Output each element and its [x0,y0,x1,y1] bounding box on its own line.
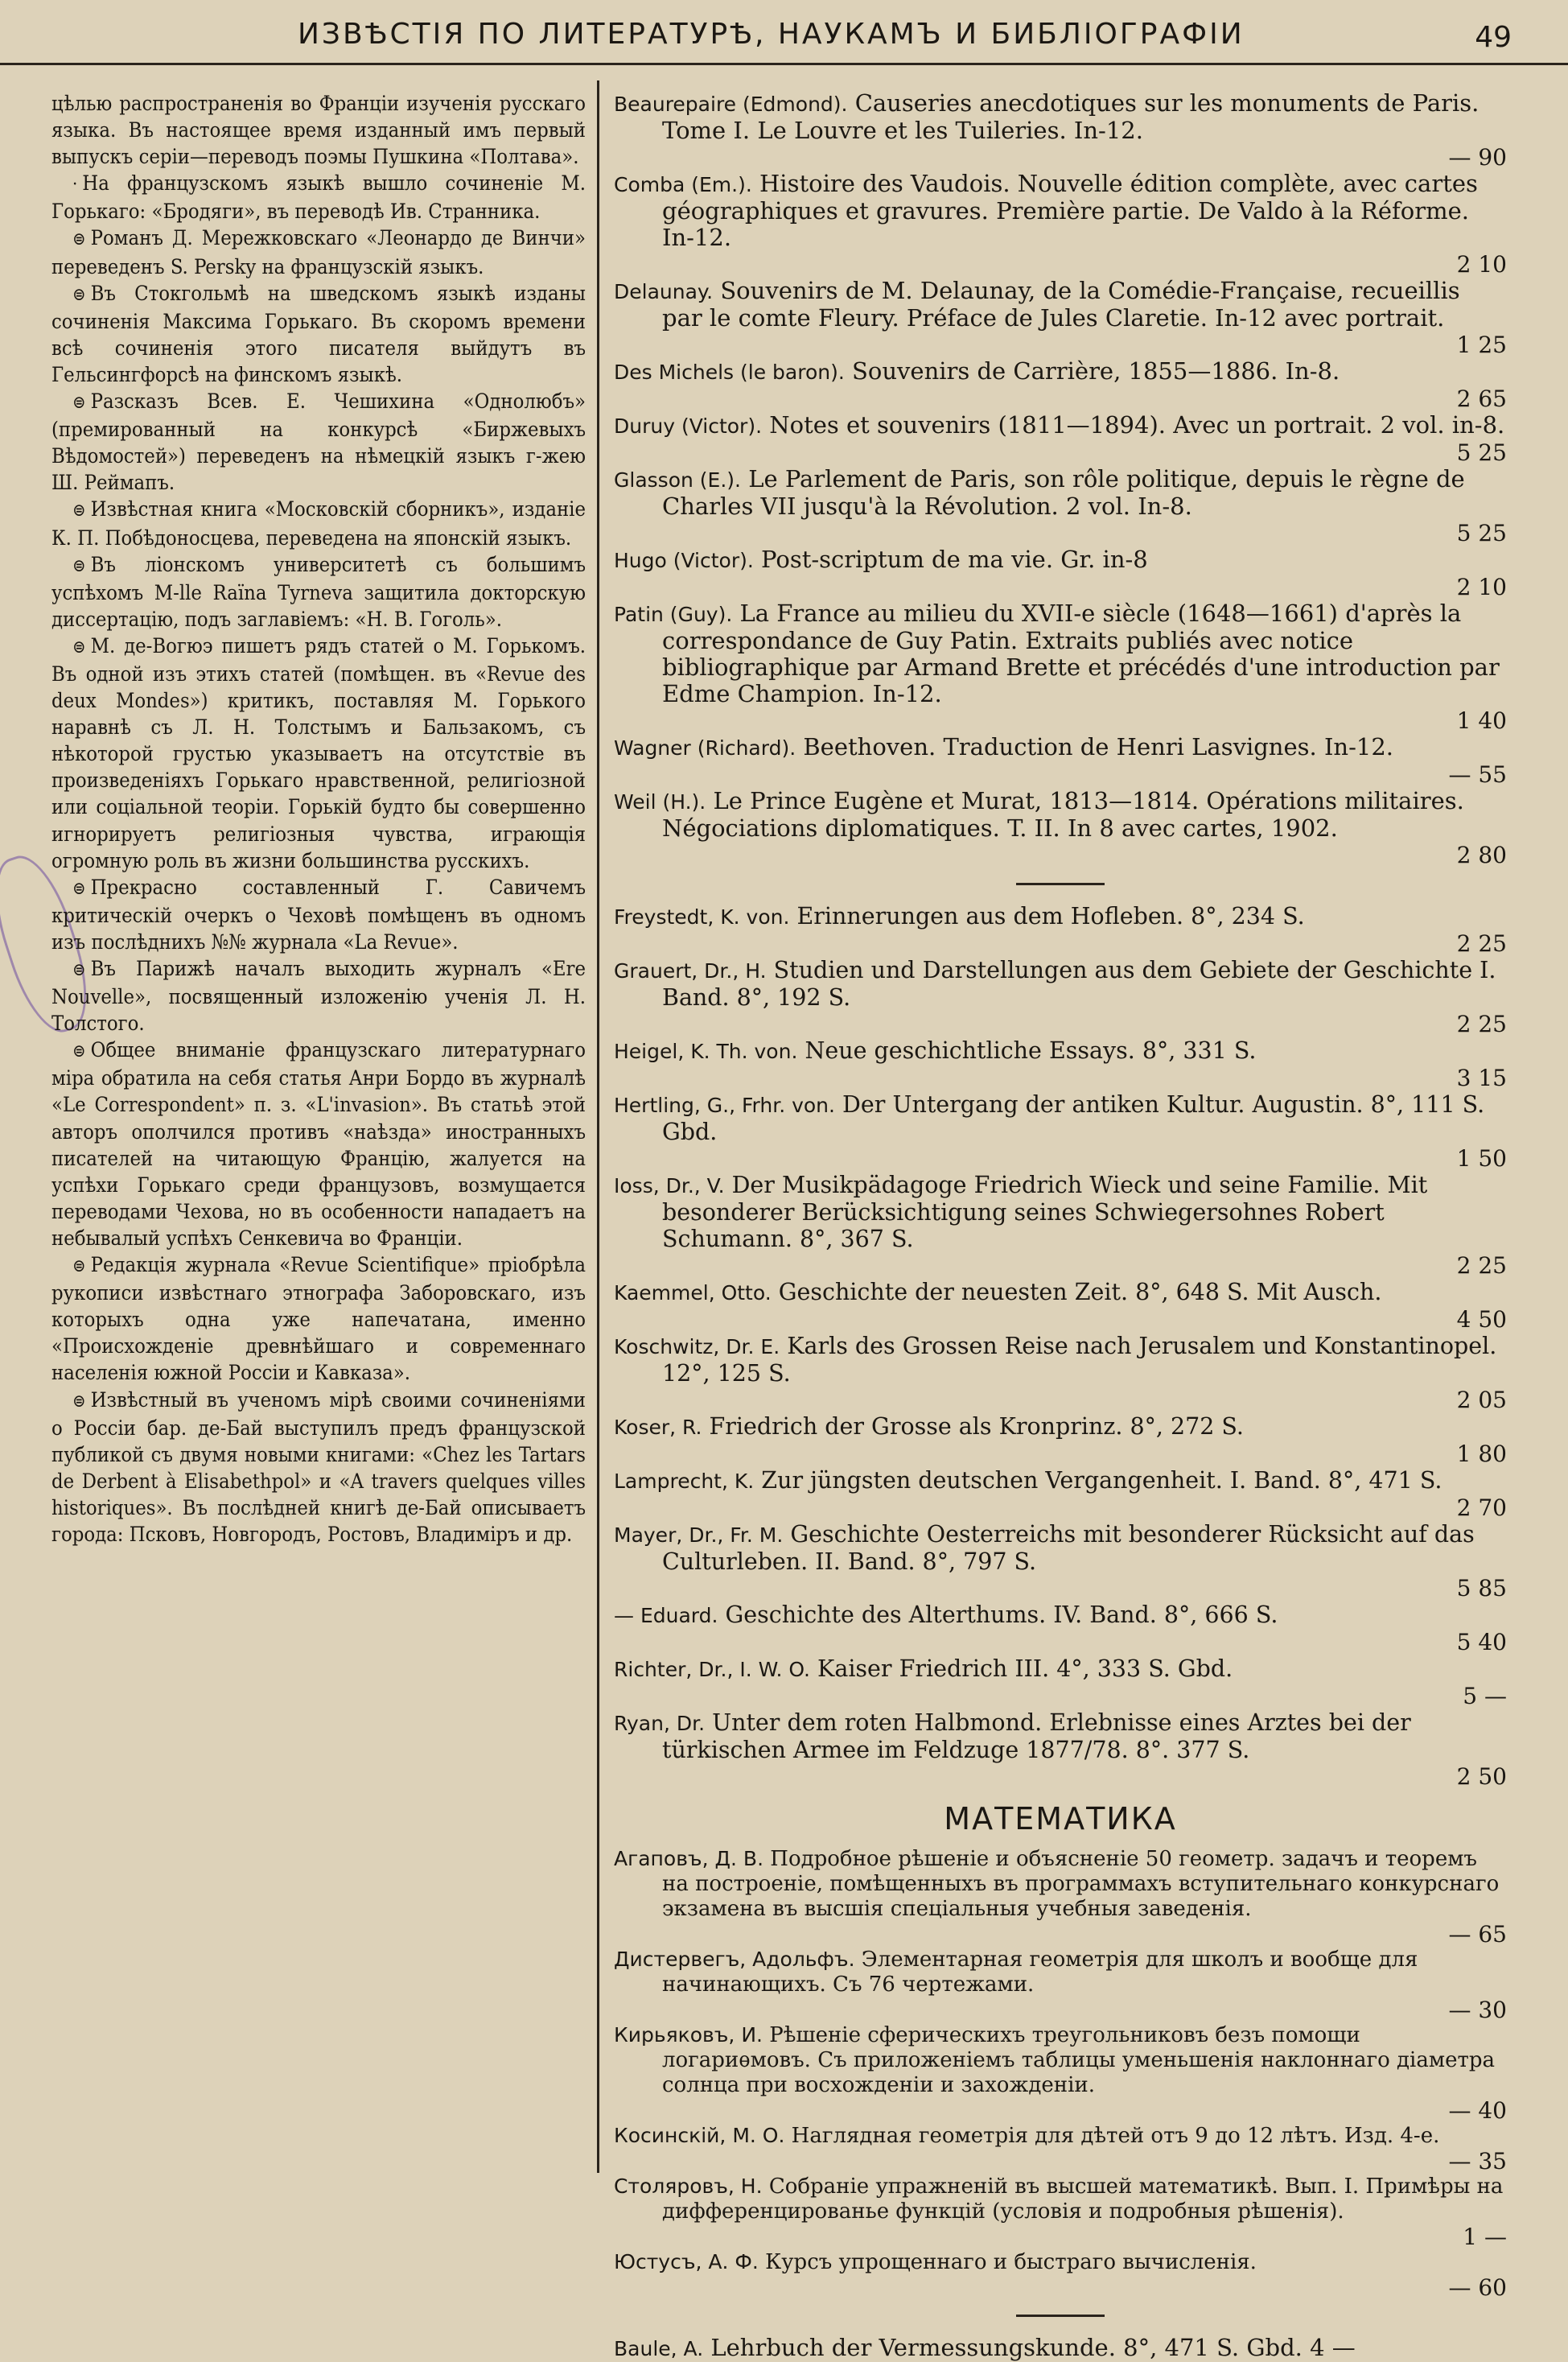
book-entry [614,412,1507,466]
news-note [51,170,586,225]
book-author: Duruy (Victor). [614,414,763,438]
book-price: — 35 [1448,2148,1507,2174]
book-author: Hugo (Victor). [614,549,754,572]
book-author: Des Michels (le baron). [614,361,845,384]
book-price: 2 70 [1456,1494,1507,1521]
french-books-list [614,90,1507,868]
book-entry [614,903,1507,957]
note-bullet-icon: ⊜ [72,960,86,980]
book-entry [614,2335,1507,2362]
book-entry [614,358,1507,412]
book-entry [614,1846,1507,1947]
book-price: — 90 [1448,144,1507,171]
book-price: 5 85 [1456,1575,1507,1601]
page-header-title: ИЗВѢСТІЯ ПО ЛИТЕРАТУРѢ, НАУКАМЪ И БИБЛІОГРАФІИ [298,18,1245,51]
book-author: Freystedt, K. von. [614,905,790,929]
book-title: La France au milieu du XVII-e siècle (1648—1661) d'après la correspondance de Guy Patin. Extraits publiés avec notice bibliographique par Armand Brette et précédés d'une introduction par Edme Champion. In-12. [662,600,1500,707]
book-price: 4 — [1310,2334,1356,2361]
book-title: Friedrich der Grosse als Kronprinz. 8°, 272 S. [709,1413,1244,1440]
note-bullet-icon: ⊜ [72,1041,86,1062]
book-author: Кирьяковъ, И. [614,2023,763,2047]
book-author: Mayer, Dr., Fr. M. [614,1523,784,1547]
book-title: Unter dem roten Halbmond. Erlebnisse eines Arztes bei der türkischen Armee im Feldzuge 1877/78. 8°. 377 S. [662,1709,1411,1763]
book-author: Дистервегъ, Адольфъ. [614,1948,855,1971]
book-author: Weil (H.). [614,790,706,814]
note-bullet-icon: ⊜ [72,1391,86,1412]
note-text: цѣлью распространенія во Франціи изученія русскаго языка. Въ настоящее время изданный имъ первый выпускъ серіи—переводъ поэмы Пушкина «Полтава». [51,91,586,169]
book-price: 4 50 [1456,1306,1507,1333]
book-price: 2 25 [1456,1011,1507,1037]
book-price: 1 — [1463,2224,1507,2250]
news-note [51,551,586,633]
book-price: 5 40 [1456,1629,1507,1655]
book-author: Baule, A. [614,2337,704,2360]
note-text: Редакція журнала «Revue Scientifique» пріобрѣла рукописи извѣстнаго этнографа Заборовскаго, изъ которыхъ одна уже напечатана, именно «Происхожденіе древнѣйшаго и современнаго населенія южной Россіи и Кавказа». [51,1252,586,1385]
bibliography-column [614,90,1507,2362]
book-entry [614,1467,1507,1521]
news-notes-column [51,90,586,1548]
book-author: Heigel, K. Th. von. [614,1040,798,1063]
note-bullet-icon: ⊜ [72,501,86,521]
book-entry [614,1601,1507,1655]
book-price: 2 65 [1456,385,1507,412]
book-title: Souvenirs de Carrière, 1855—1886. In-8. [852,357,1340,385]
book-price: 2 50 [1456,1763,1507,1790]
book-title: Элементарная геометрія для школъ и вообще для начинающихъ. Съ 76 чертежами. [662,1948,1418,1997]
note-bullet-icon: ⊜ [72,1256,86,1277]
note-text: Извѣстный въ ученомъ мірѣ своими сочиненіями о Россіи бар. де-Бай выступилъ предъ французской публикой съ двумя новыми книгами: «Chez les Tartars de Derbent à Elisabethpol» и «A travers quelques villes historiques». Въ послѣдней книгѣ де-Бай описываетъ города: Псковъ, Новгородъ, Ростовъ, Владиміръ и др. [51,1387,586,1546]
book-entry [614,600,1507,734]
section-divider [1016,2315,1105,2317]
book-author: Kaemmel, Otto. [614,1281,772,1305]
book-author: Comba (Em.). [614,173,752,196]
note-text: Извѣстная книга «Московскій сборникъ», изданіе К. П. Побѣдоносцева, переведена на японскій языкъ. [51,497,586,550]
page-number: 49 [1475,21,1512,54]
book-author: — Eduard. [614,1604,718,1627]
news-note [51,496,586,550]
book-price: 2 10 [1456,574,1507,600]
book-title: Causeries anecdotiques sur les monuments de Paris. Tome I. Le Louvre et les Tuileries. In-12. [662,89,1480,144]
book-author: Юстусъ, А. Ф. [614,2250,759,2273]
book-price: — 60 [1448,2274,1507,2301]
book-entry [614,90,1507,171]
news-note [51,955,586,1037]
news-note [51,1037,586,1251]
note-text: Въ Стокгольмѣ на шведскомъ языкѣ изданы сочиненія Максима Горькаго. Въ скоромъ времени всѣ сочиненія этого писателя выйдутъ въ Гельсингфорсѣ на финскомъ языкѣ. [51,280,586,386]
book-entry [614,171,1507,278]
book-price: 2 25 [1456,1252,1507,1279]
book-author: Ryan, Dr. [614,1712,706,1735]
book-title: Studien und Darstellungen aus dem Gebiete der Geschichte I. Band. 8°, 192 S. [662,957,1496,1011]
book-price: 2 80 [1456,842,1507,868]
book-author: Beaurepaire (Edmond). [614,93,848,116]
book-author: Grauert, Dr., H. [614,959,767,983]
book-entry [614,1279,1507,1333]
book-title: Kaiser Friedrich III. 4°, 333 S. Gbd. [817,1655,1233,1682]
note-text: Общее вниманіе французскаго литературнаго міра обратила на себя статья Анри Бордо въ журналѣ «Le Correspondent» п. з. «L'invasion». Въ статьѣ этой авторъ ополчился противъ «наѣзда» иностранныхъ писателей на читающую Францію, жалуется на успѣхи Горькаго среди французовъ, возмущается переводами Чехова, но въ особенности нападаетъ на небывалый успѣхъ Сенкевича во Франціи. [51,1037,586,1250]
note-text: Въ ліонскомъ университетѣ съ большимъ успѣхомъ M-lle Raïna Tyrneva защитила докторскую диссертацію, подъ заглавіемъ: «Н. В. Гоголь». [51,551,586,631]
book-title: Курсъ упрощеннаго и быстраго вычисленія. [765,2250,1257,2274]
book-entry [614,1037,1507,1091]
news-note [51,1387,586,1548]
note-bullet-icon: ⊜ [72,393,86,414]
book-author: Richter, Dr., I. W. O. [614,1658,810,1681]
book-title: Рѣшеніе сферическихъ треугольниковъ безъ помощи логариѳмовъ. Съ приложеніемъ таблицы уменьшенія наклоннаго діаметра солнца при восхожденіи и захожденіи. [662,2023,1495,2097]
note-text: Въ Парижѣ началъ выходить журналъ «Ere Nouvelle», посвященный изложенію ученія Л. Н. Толстого. [51,956,586,1036]
book-entry [614,466,1507,546]
note-bullet-icon: ⊜ [72,229,86,250]
book-price: 1 50 [1456,1145,1507,1172]
book-price: 3 15 [1456,1065,1507,1091]
book-price: 2 05 [1456,1387,1507,1413]
book-title: Geschichte Oesterreichs mit besonderer Rücksicht auf das Culturleben. II. Band. 8°, 797 S. [662,1521,1475,1575]
note-bullet-icon: ⊜ [72,555,86,576]
book-author: Агаповъ, Д. В. [614,1847,764,1870]
book-entry [614,2249,1507,2300]
book-entry [614,2174,1507,2249]
book-author: Lamprecht, K. [614,1470,755,1493]
book-entry [614,734,1507,788]
section-divider [1016,883,1105,885]
running-head [0,11,1568,65]
book-entry [614,1172,1507,1279]
book-price: — 30 [1448,1997,1507,2023]
book-entry [614,546,1507,600]
book-price: 2 25 [1456,930,1507,957]
book-title: Post-scriptum de ma vie. Gr. in-8 [761,546,1148,573]
book-entry [614,1413,1507,1467]
book-price: 5 — [1463,1683,1507,1709]
book-author: Ioss, Dr., V. [614,1174,725,1197]
book-author: Glasson (E.). [614,468,741,492]
note-bullet-icon: ⊜ [72,284,86,305]
note-text: Романъ Д. Мережковскаго «Леонардо де Винчи» переведенъ S. Persky на французскій языкъ. [51,225,586,278]
news-note [51,874,586,955]
book-title: Beethoven. Traduction de Henri Lasvignes. In-12. [803,733,1394,761]
book-entry [614,957,1507,1037]
book-title: Geschichte des Alterthums. IV. Band. 8°, 666 S. [725,1601,1278,1628]
column-divider [597,80,599,2173]
news-note [51,225,586,279]
note-bullet-icon: · [72,175,78,196]
book-title: Neue geschichtliche Essays. 8°, 331 S. [805,1037,1257,1064]
book-title: Собраніе упражненій въ высшей математикѣ. Вып. I. Примѣры на дифференцированье функцій (условія и подробныя рѣшенія). [662,2174,1504,2224]
book-title: Zur jüngsten deutschen Vergangenheit. I. Band. 8°, 471 S. [761,1467,1442,1494]
math-books-list [614,1846,1507,2300]
book-title: Lehrbuch der Vermessungskunde. 8°, 471 S. Gbd. [710,2334,1303,2361]
book-entry [614,1947,1507,2022]
note-text: Разсказъ Всев. Е. Чешихина «Однолюбъ» (премированный на конкурсѣ «Биржевыхъ Вѣдомостей») переведенъ на нѣмецкій языкъ г-жею Ш. Реймапъ. [51,389,586,495]
book-author: Patin (Guy). [614,603,733,626]
book-title: Le Parlement de Paris, son rôle politique, depuis le règne de Charles VII jusqu'à la Révolution. 2 vol. In-8. [662,465,1465,520]
book-author: Wagner (Richard). [614,736,796,760]
book-author: Столяровъ, Н. [614,2174,763,2198]
book-entry [614,1655,1507,1709]
news-note [51,280,586,388]
book-entry [614,1333,1507,1413]
note-text: На французскомъ языкѣ вышло сочиненіе М. Горькаго: «Бродяги», въ переводѣ Ив. Странника. [51,171,586,224]
book-price: — 65 [1448,1921,1507,1948]
book-author: Koschwitz, Dr. E. [614,1335,780,1358]
news-note [51,388,586,496]
book-price: — 40 [1448,2097,1507,2124]
book-entry [614,788,1507,868]
note-text: Прекрасно составленный Г. Савичемъ критическій очеркъ о Чеховѣ помѣщенъ въ одномъ изъ послѣднихъ №№ журнала «La Revue». [51,874,586,954]
book-title: Наглядная геометрія для дѣтей отъ 9 до 12 лѣтъ. Изд. 4-е. [791,2124,1440,2148]
book-price: 5 25 [1456,520,1507,546]
book-price: — 55 [1448,761,1507,788]
book-title: Подробное рѣшеніе и объясненіе 50 геометр. задачъ и теоремъ на построеніе, помѣщенныхъ въ программахъ вступительнаго конкурснаго экзамена въ высшія спеціальныя учебныя заведенія. [662,1847,1500,1921]
book-author: Koser, R. [614,1416,702,1439]
book-price: 1 25 [1456,332,1507,358]
note-bullet-icon: ⊜ [72,637,86,657]
book-entry [614,1091,1507,1172]
book-title: Notes et souvenirs (1811—1894). Avec un portrait. 2 vol. in-8. [769,411,1505,439]
book-title: Der Musikpädagoge Friedrich Wieck und seine Familie. Mit besonderer Berücksichtigung seines Schwiegersohnes Robert Schumann. 8°, 367 S. [662,1172,1428,1252]
book-entry [614,1521,1507,1601]
book-title: Le Prince Eugène et Murat, 1813—1814. Opérations militaires. Négociations diplomatiques. T. II. In 8 avec cartes, 1902. [662,787,1464,842]
book-author: Hertling, G., Frhr. von. [614,1094,835,1117]
note-bullet-icon: ⊜ [72,878,86,899]
book-entry [614,278,1507,358]
book-title: Erinnerungen aus dem Hofleben. 8°, 234 S. [796,903,1305,930]
book-price: 2 10 [1456,251,1507,278]
book-author: Косинскій, М. О. [614,2124,785,2147]
book-title: Histoire des Vaudois. Nouvelle édition complète, avec cartes géographiques et gravures. Première partie. De Valdo à la Réforme. In-12. [662,170,1478,251]
book-title: Karls des Grossen Reise nach Jerusalem und Konstantinopel. 12°, 125 S. [662,1333,1497,1387]
note-text: М. де-Вогюэ пишетъ рядъ статей о М. Горькомъ. Въ одной изъ этихъ статей (помѣщен. въ «Revue des deux Mondes») критикъ, поставляя М. Горького наравнѣ съ Л. Н. Толстымъ и Бальзакомъ, съ нѣкоторой грустью указываетъ на отсутствіе въ произведеніяхъ Горькаго нравственной, религіозной или соціальной теоріи. Горькій будто бы совершенно игнорируетъ религіозныя чувства, играющія огромную роль въ жизни большинства русскихъ. [51,633,586,872]
book-author: Delaunay. [614,280,714,303]
book-price: 1 40 [1456,707,1507,734]
german-books-list [614,903,1507,1790]
book-title: Geschichte der neuesten Zeit. 8°, 648 S. Mit Ausch. [778,1279,1382,1305]
book-price: 1 80 [1456,1441,1507,1467]
news-note [51,633,586,874]
news-note [51,1251,586,1386]
book-title: Der Untergang der antiken Kultur. Augustin. 8°, 111 S. Gbd. [662,1091,1485,1145]
book-entry [614,1709,1507,1790]
news-note [51,90,586,170]
book-entry [614,2022,1507,2123]
book-price: 5 25 [1456,439,1507,466]
book-entry [614,2123,1507,2174]
math-section-heading: МАТЕМАТИКА [944,1801,1177,1836]
book-title: Souvenirs de M. Delaunay, de la Comédie-Française, recueillis par le comte Fleury. Préface de Jules Claretie. In-12 avec portrait. [662,277,1460,332]
